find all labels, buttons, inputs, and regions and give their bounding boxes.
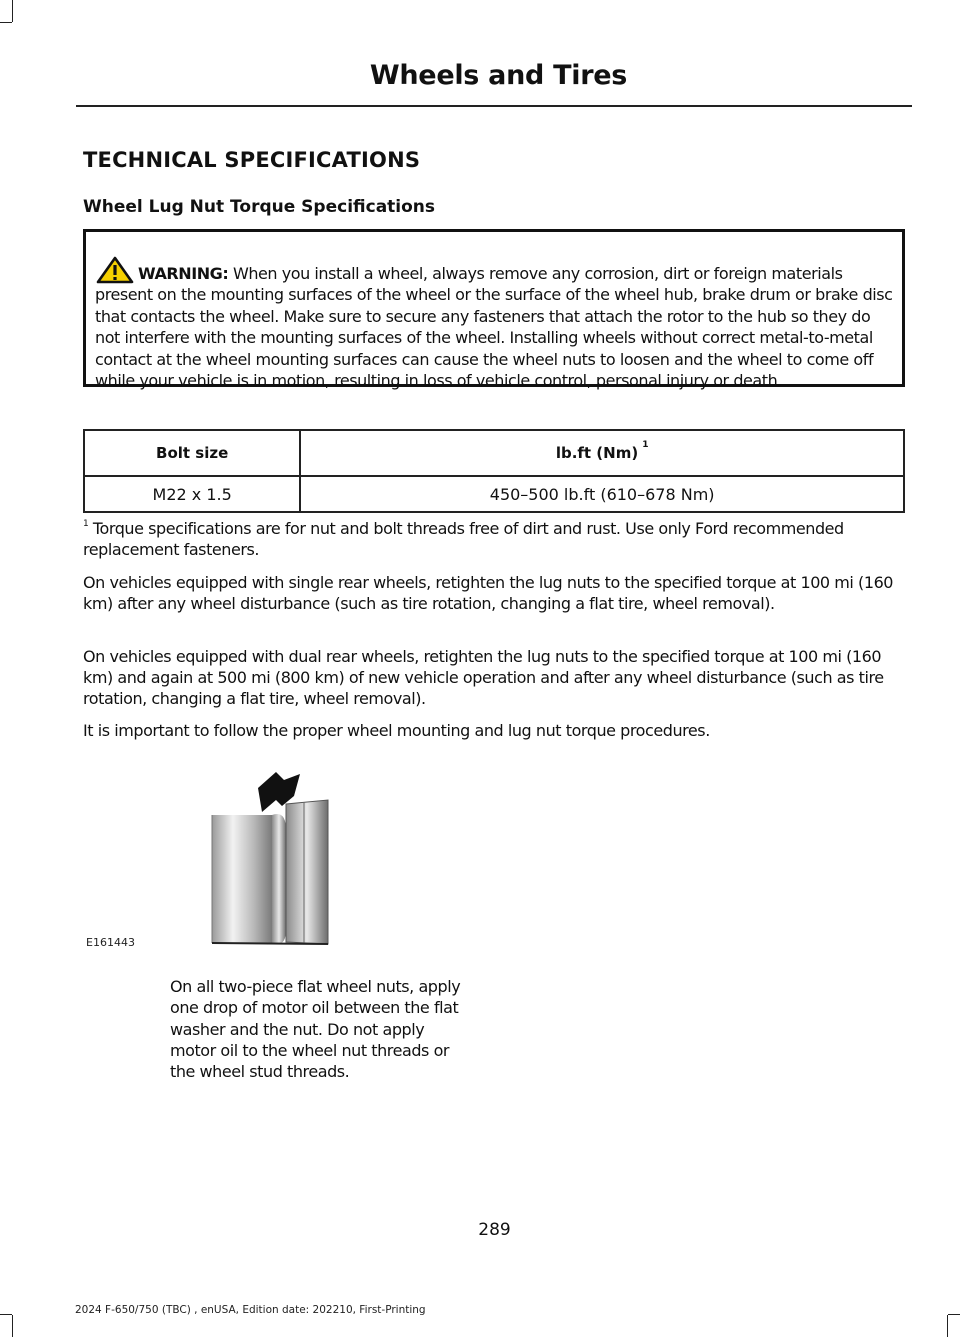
section-title: TECHNICAL SPECIFICATIONS xyxy=(83,148,421,172)
footnote-marker: 1 xyxy=(83,519,89,529)
warning-label: WARNING: xyxy=(138,264,229,283)
paragraph-dual-rear-wheels: On vehicles equipped with dual rear wheels, retighten the lug nuts to the specified torque at 100 mi (160 km) and again at 500 mi (800 km) of new vehicle operation and after any wheel disturbance (such as tire rotation, changing a flat tire, wheel removal). xyxy=(83,647,884,708)
crop-mark-bottom-right xyxy=(948,1314,960,1315)
warning-box xyxy=(83,229,905,391)
crop-mark-bottom-left xyxy=(12,1315,13,1337)
crop-mark-top-left xyxy=(0,22,12,23)
paragraph-mounting-procedures: It is important to follow the proper wheel mounting and lug nut torque procedures. xyxy=(83,721,710,740)
crop-mark-bottom-right xyxy=(947,1315,948,1337)
nut-body xyxy=(212,815,272,943)
nut-shoulder xyxy=(272,814,286,944)
crop-mark-top-left xyxy=(12,0,13,22)
chapter-title: Wheels and Tires xyxy=(369,60,627,91)
page-number: 289 xyxy=(478,1220,511,1240)
column-header-torque: lb.ft (Nm) $^1$ xyxy=(300,430,904,476)
paragraph-single-rear-wheels: On vehicles equipped with single rear wheels, retighten the lug nuts to the specified torque at 100 mi (160 km) after any wheel disturbance (such as tire rotation, changing a flat tire, wheel removal). xyxy=(83,573,894,613)
table-cell-torque: 450–500 lb.ft (610–678 Nm) xyxy=(300,476,904,512)
footnote-marker: 1 xyxy=(642,440,649,450)
crop-mark-bottom-left xyxy=(0,1314,12,1315)
flat-washer xyxy=(286,800,328,944)
subsection-title: Wheel Lug Nut Torque Specifications xyxy=(83,197,436,217)
warning-text-block xyxy=(95,256,893,391)
figure-caption: On all two-piece flat wheel nuts, apply one drop of motor oil between the flat washer and the nut. Do not apply motor oil to the wheel nut threads or the wheel stud threads. xyxy=(170,977,461,1082)
header-divider xyxy=(76,105,912,107)
table-cell-bolt-size: M22 x 1.5 xyxy=(84,476,300,512)
torque-spec-table xyxy=(83,429,905,513)
figure-id: E161443 xyxy=(86,936,135,949)
table-row xyxy=(84,476,904,512)
page-header xyxy=(76,60,912,91)
table-footnote: $^1$ Torque specifications are for nut and bolt threads free of dirt and rust. Use only Ford recommended replacement fasteners. xyxy=(83,519,844,559)
table-header-row xyxy=(84,430,904,476)
edition-info: 2024 F-650/750 (TBC) , enUSA, Edition date: 202210, First-Printing xyxy=(75,1304,426,1316)
warning-triangle-icon xyxy=(96,256,134,284)
warning-body: When you install a wheel, always remove any corrosion, dirt or foreign materials present on the mounting surfaces of the wheel or the surface of the wheel hub, brake drum or brake disc that contacts the wheel. Make sure to secure any fasteners that attach the rotor to the hub so they do not interfere with the mounting surfaces of the wheel. Installing wheels without correct metal-to-metal contact at the wheel mounting surfaces can cause the wheel nuts to loosen and the wheel to come off while your vehicle is in motion, resulting in loss of vehicle control, personal injury or death. xyxy=(95,264,893,391)
column-header-bolt-size: Bolt size xyxy=(84,430,300,476)
wheel-nut-illustration xyxy=(200,770,340,950)
